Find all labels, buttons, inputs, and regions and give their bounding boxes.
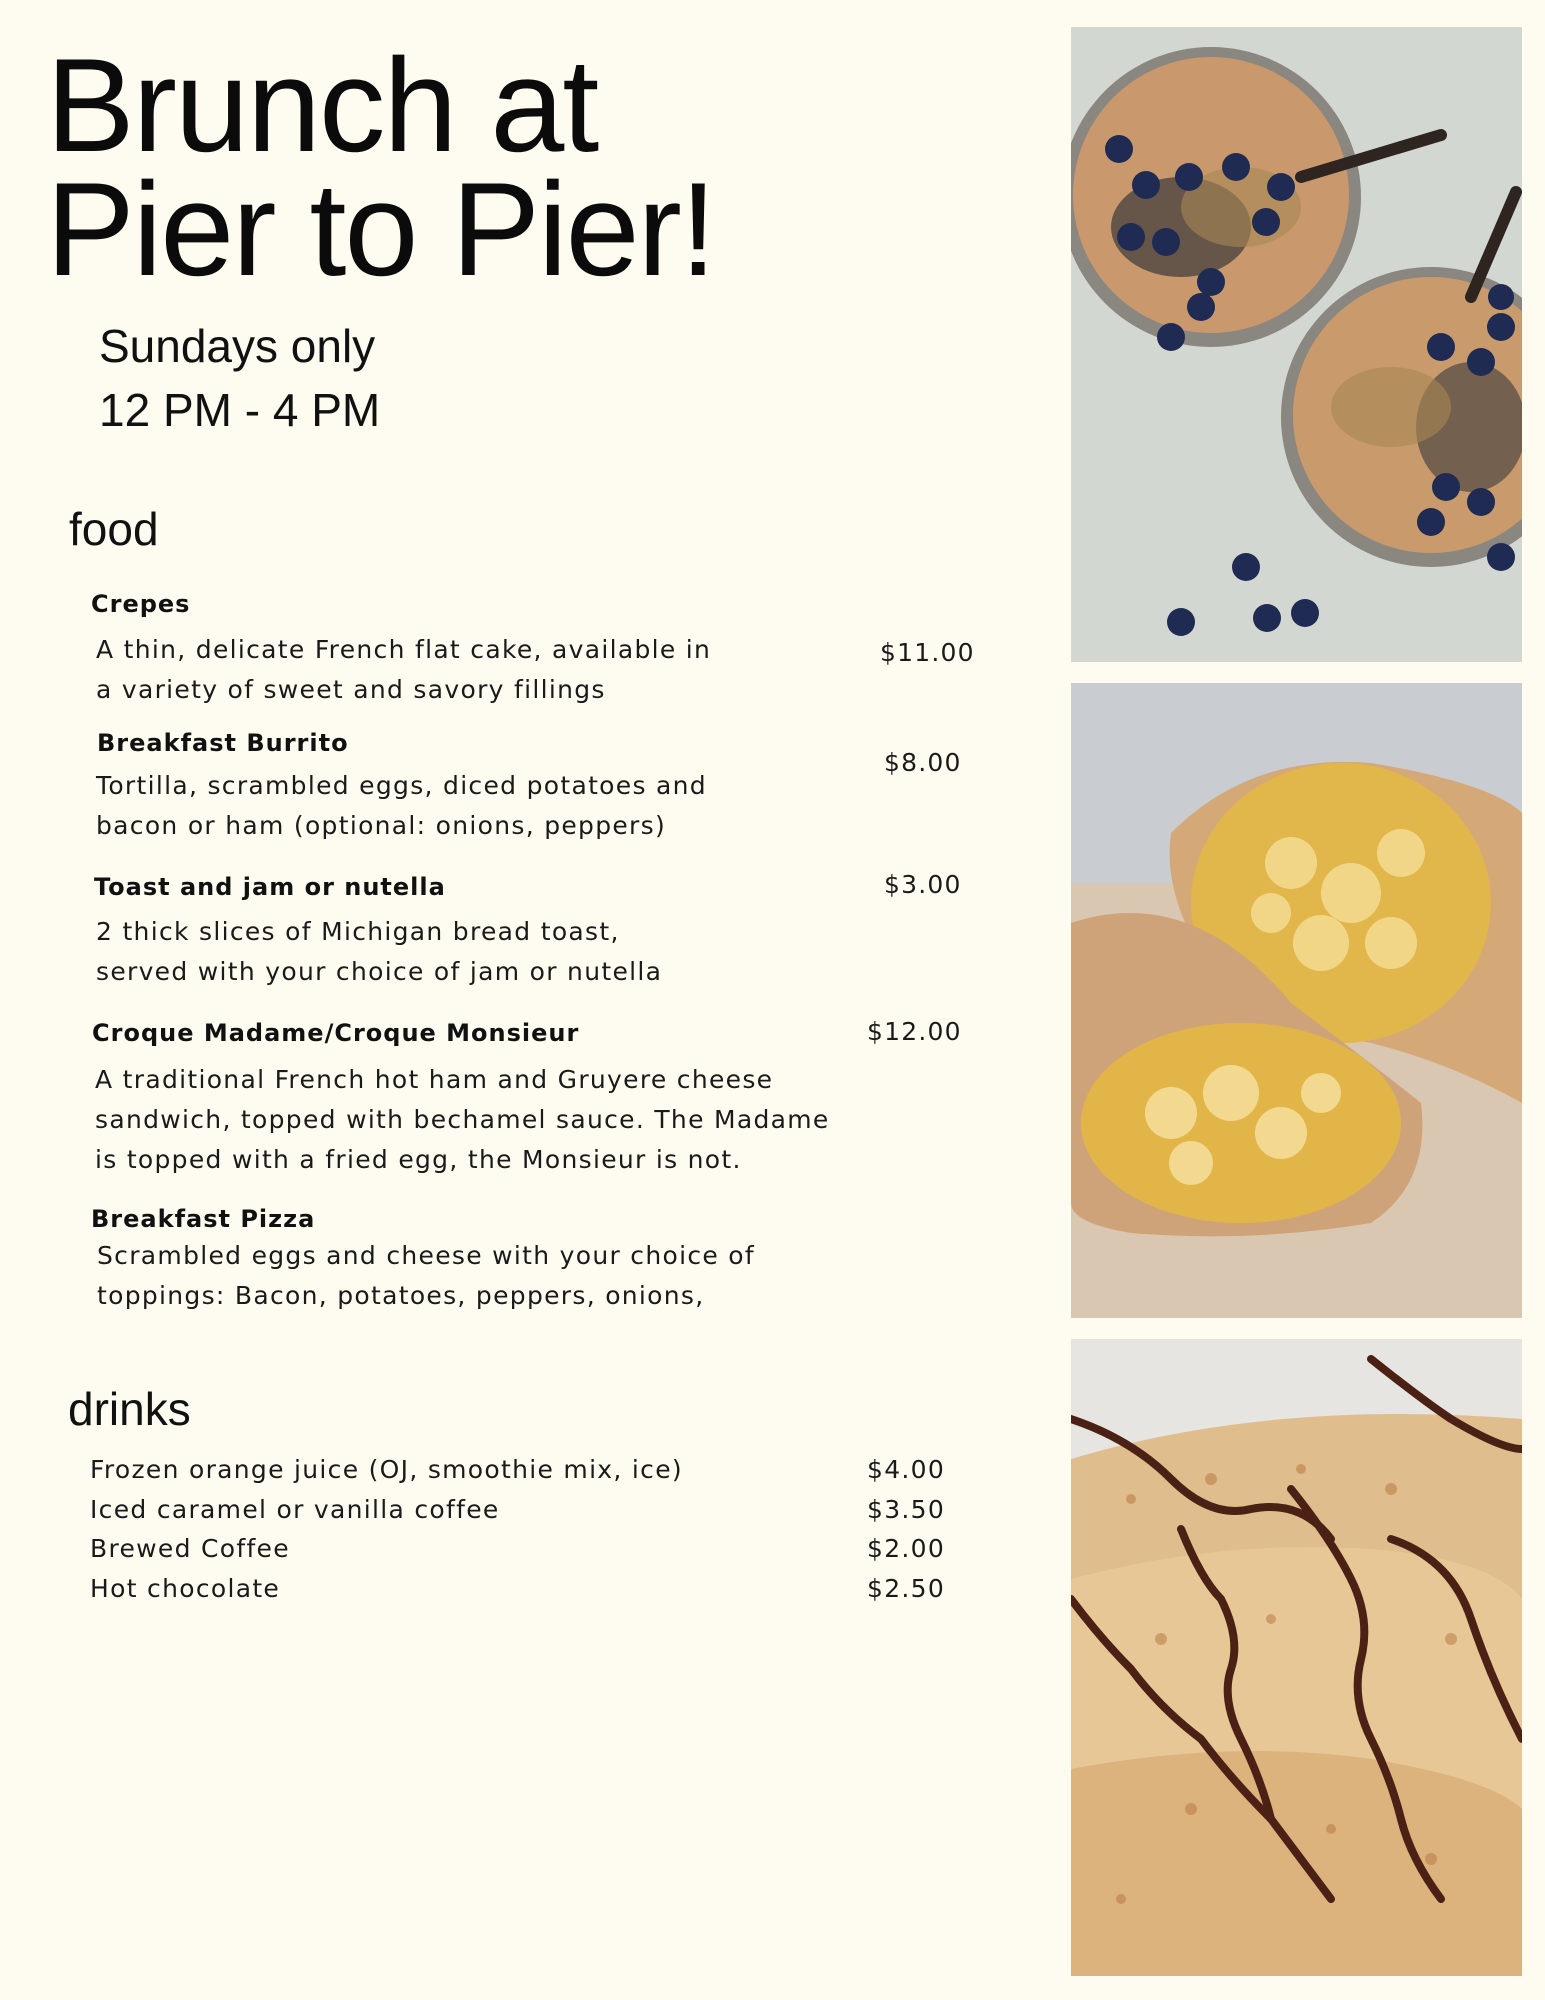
drink-price: $3.50	[867, 1494, 946, 1524]
drinks-list	[90, 1450, 683, 1608]
drink-price: $2.50	[867, 1573, 946, 1603]
menu-item-description: Tortilla, scrambled eggs, diced potatoes and bacon or ham (optional: onions, peppers)	[96, 771, 707, 840]
drink-price: $2.00	[867, 1534, 946, 1563]
menu-item-description: 2 thick slices of Michigan bread toast, served with your choice of jam or nutella	[96, 917, 663, 986]
page-title	[46, 32, 715, 304]
schedule-hours: 12 PM - 4 PM	[99, 384, 381, 436]
menu-item-name: Breakfast Burrito	[97, 729, 349, 757]
menu-item-name: Breakfast Pizza	[91, 1205, 316, 1233]
schedule-days: Sundays only	[99, 320, 376, 372]
drink-price-list	[867, 1450, 945, 1608]
drinks-heading: drinks	[68, 1383, 191, 1435]
drink-name: Brewed Coffee	[90, 1534, 290, 1563]
drink-name: Frozen orange juice (OJ, smoothie mix, ice)	[90, 1455, 683, 1484]
menu-item-name: Croque Madame/Croque Monsieur	[92, 1019, 580, 1047]
drink-name: Iced caramel or vanilla coffee	[90, 1494, 500, 1524]
title-line-2: Pier to Pier!	[46, 156, 715, 304]
smoothie-bowls-photo	[1071, 27, 1522, 662]
drink-price: $4.00	[867, 1455, 946, 1484]
breakfast-burrito-photo	[1071, 683, 1522, 1318]
menu-item-description: A thin, delicate French flat cake, available in a variety of sweet and savory fillings	[96, 635, 712, 704]
menu-item-price: $12.00	[867, 1017, 962, 1046]
menu-item-price: $3.00	[884, 870, 962, 899]
drink-name: Hot chocolate	[90, 1573, 281, 1603]
menu-item-name: Crepes	[91, 590, 191, 618]
chocolate-crepes-photo	[1071, 1339, 1522, 1976]
menu-item-price: $8.00	[884, 748, 962, 777]
menu-item-price: $11.00	[880, 638, 975, 667]
menu-item-description: A traditional French hot ham and Gruyere cheese sandwich, topped with bechamel sauce. The Madame is topped with a fried egg, the Monsieur is not.	[95, 1065, 830, 1174]
food-heading: food	[69, 503, 159, 555]
menu-item-description: Scrambled eggs and cheese with your choice of toppings: Bacon, potatoes, peppers, onions,	[97, 1241, 755, 1310]
menu-item-name: Toast and jam or nutella	[94, 873, 446, 901]
title-line-1: Brunch at	[46, 32, 598, 180]
